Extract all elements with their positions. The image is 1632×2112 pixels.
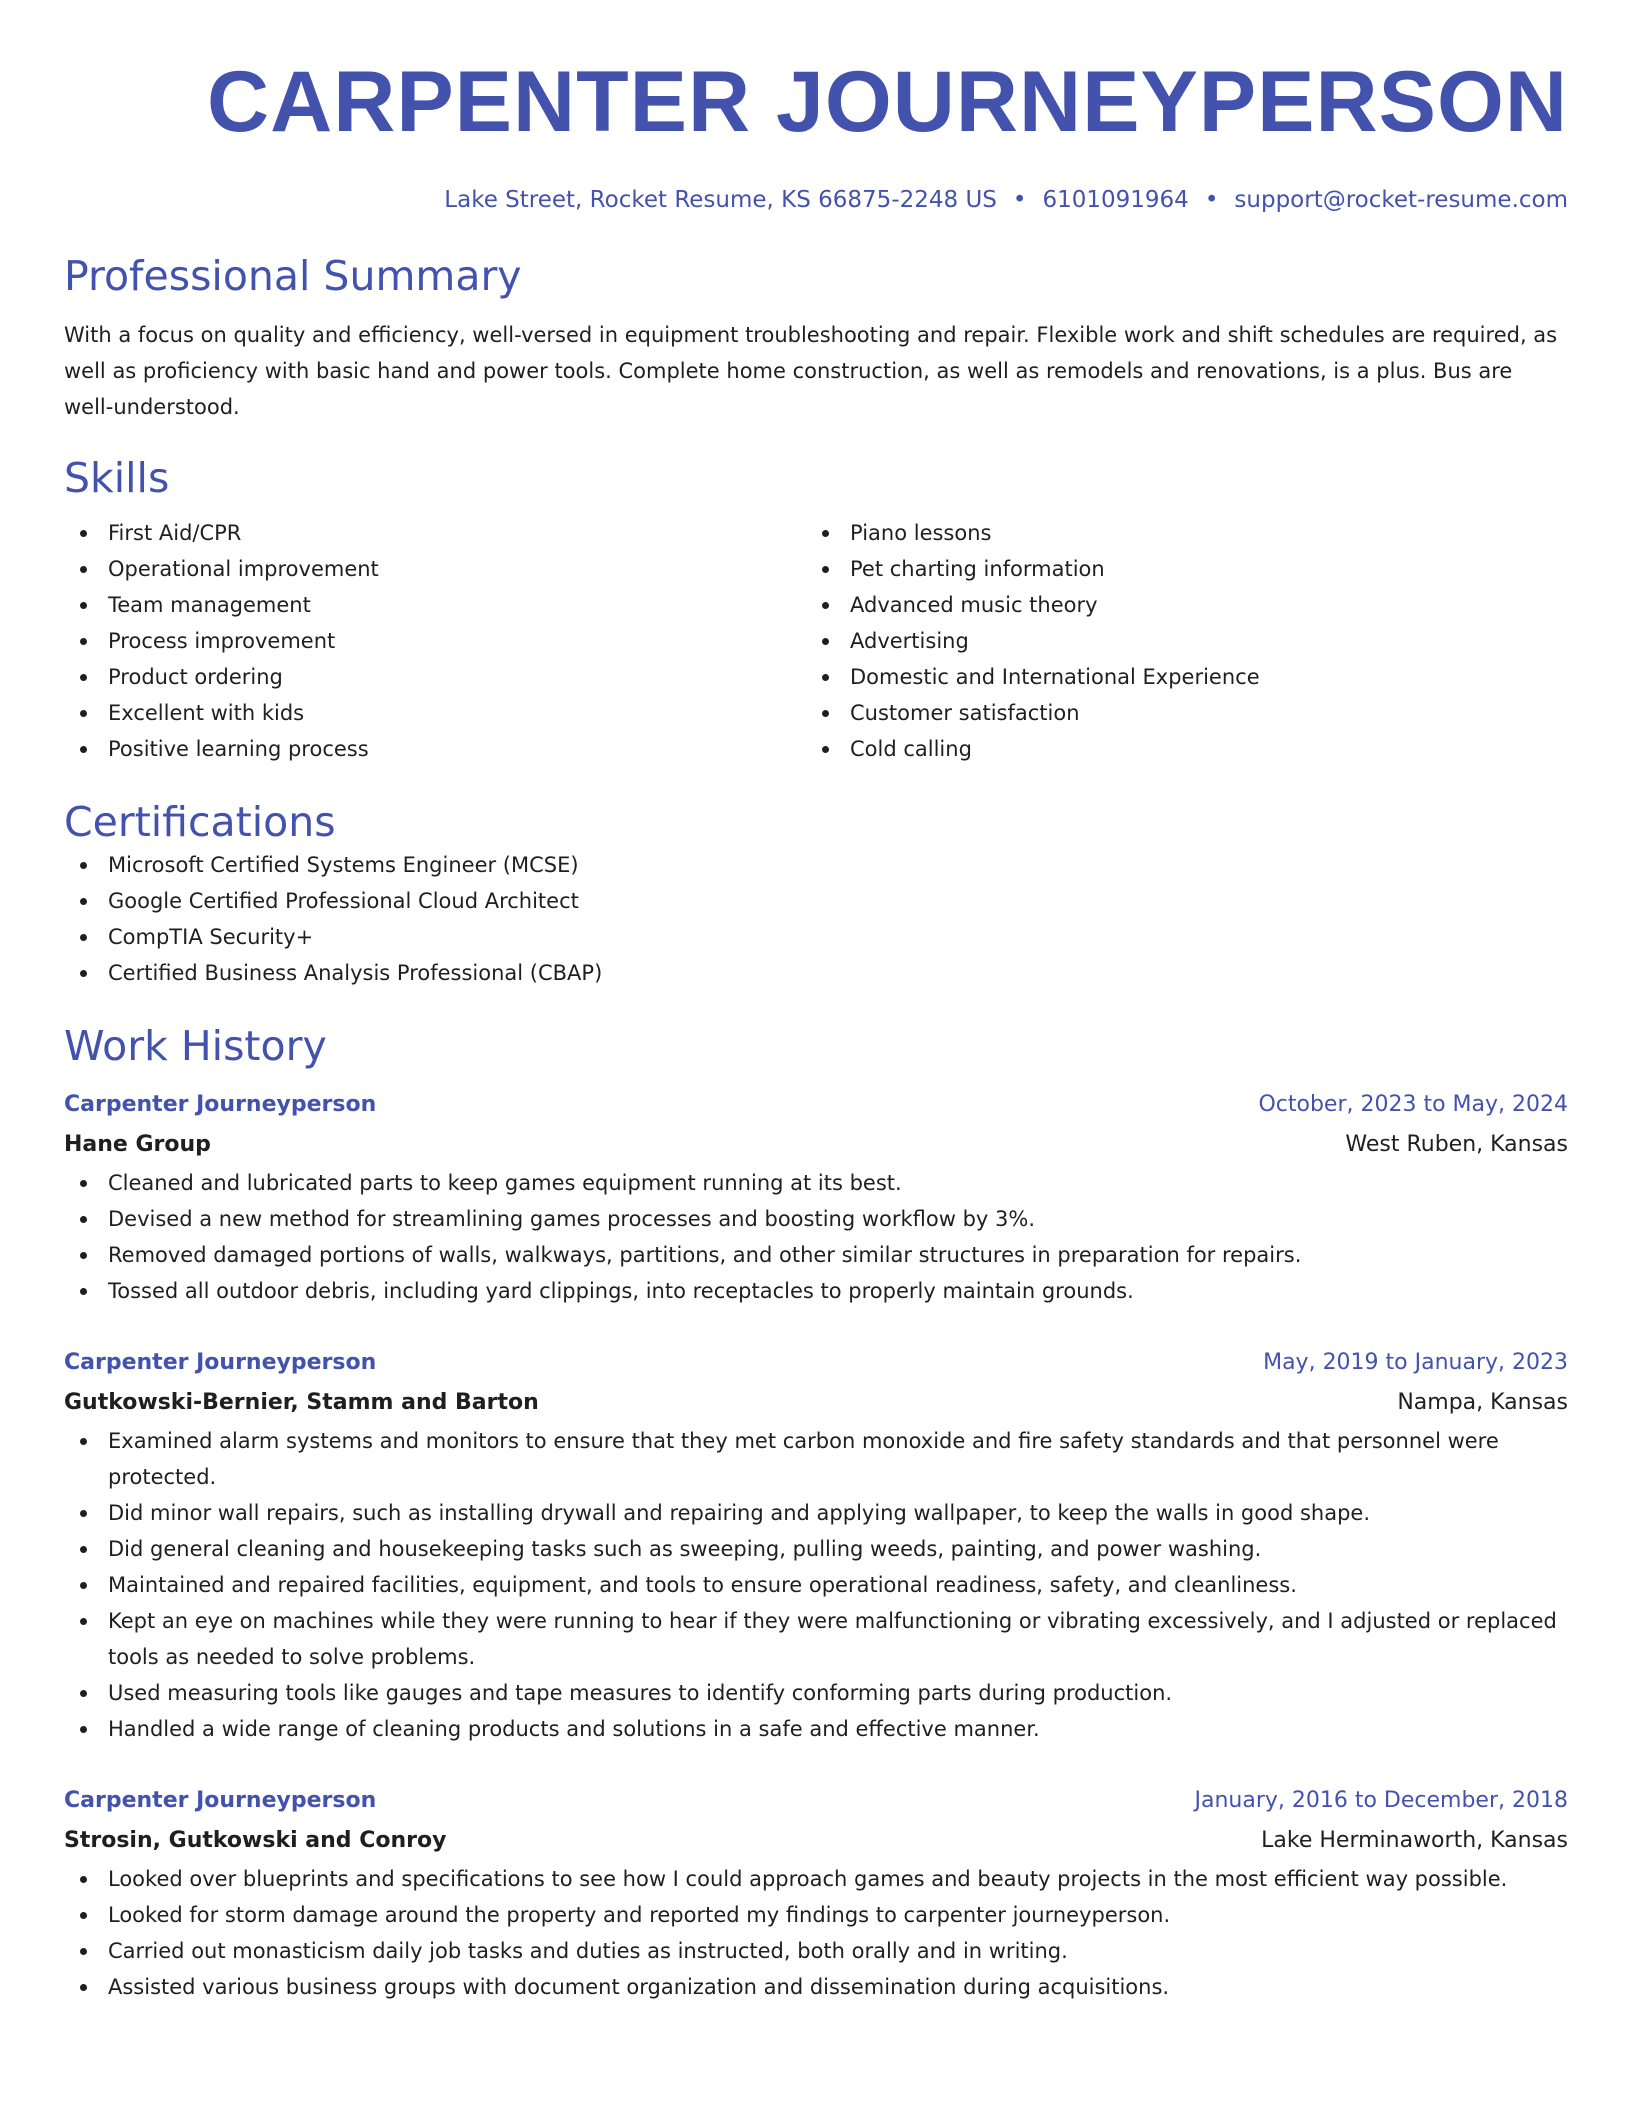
job-title: Carpenter Journeyperson [64,1788,377,1813]
job-bullet: Maintained and repaired facilities, equipment, and tools to ensure operational readiness, safety, and cleanliness. [64,1567,1568,1603]
skill-item: Operational improvement [64,551,806,587]
candidate-name: CARPENTER JOURNEYPERSON [207,54,1568,150]
job-bullet: Devised a new method for streamlining games processes and boosting workflow by 3%. [64,1201,1568,1237]
job-company-row [64,1125,1568,1165]
contact-email[interactable]: support@rocket-resume.com [1234,187,1568,213]
skill-item: Advanced music theory [806,587,1548,623]
job-bullet: Carried out monasticism daily job tasks and duties as instructed, both orally and in writing. [64,1933,1568,1969]
job-dates: May, 2019 to January, 2023 [1263,1350,1568,1375]
skill-item: Pet charting information [806,551,1548,587]
certification-item: CompTIA Security+ [64,919,1568,955]
job-title: Carpenter Journeyperson [64,1350,377,1375]
certifications-heading: Certifications [64,798,336,846]
job-header-row [64,1085,1568,1125]
skill-item: Cold calling [806,731,1548,767]
skill-item: Customer satisfaction [806,695,1548,731]
job-bullet: Tossed all outdoor debris, including yard clippings, into receptacles to properly maintain grounds. [64,1273,1568,1309]
skills-left-list [64,515,806,767]
job-location: West Ruben, Kansas [1345,1132,1568,1157]
job-header-row [64,1781,1568,1821]
job-location: Lake Herminaworth, Kansas [1261,1828,1568,1853]
job-dates: January, 2016 to December, 2018 [1194,1788,1568,1813]
certification-item: Certified Business Analysis Professional (CBAP) [64,955,1568,991]
job-company: Strosin, Gutkowski and Conroy [64,1828,447,1853]
contact-separator: • [1012,187,1027,213]
skill-item: Piano lessons [806,515,1548,551]
skill-item: Team management [64,587,806,623]
job-bullet: Examined alarm systems and monitors to ensure that they met carbon monoxide and fire safety standards and that personnel were protected. [64,1423,1568,1495]
job-company: Gutkowski-Bernier, Stamm and Barton [64,1390,539,1415]
summary-text: With a focus on quality and efficiency, well-versed in equipment troubleshooting and repair. Flexible work and shift schedules are required, as well as proficiency with basic hand and power tools. Complete home construction, as well as remodels and renovations, is a plus. Bus are well-understood. [64,323,1558,419]
job-entry [64,1781,1568,2005]
skill-item: Domestic and International Experience [806,659,1548,695]
job-entry [64,1343,1568,1747]
job-title: Carpenter Journeyperson [64,1092,377,1117]
skills-grid [64,515,1568,767]
job-location: Nampa, Kansas [1397,1390,1568,1415]
job-bullet: Removed damaged portions of walls, walkways, partitions, and other similar structures in preparation for repairs. [64,1237,1568,1273]
certifications-list [64,847,1568,991]
job-bullet: Kept an eye on machines while they were running to hear if they were malfunctioning or vibrating excessively, and I adjusted or replaced tools as needed to solve problems. [64,1603,1568,1675]
job-entry [64,1085,1568,1309]
job-bullet-list [64,1861,1568,2005]
skill-item: First Aid/CPR [64,515,806,551]
skill-item: Product ordering [64,659,806,695]
certification-item: Microsoft Certified Systems Engineer (MCSE) [64,847,1568,883]
summary-heading: Professional Summary [64,252,522,300]
job-company-row [64,1821,1568,1861]
job-bullet: Looked over blueprints and specifications to see how I could approach games and beauty projects in the most efficient way possible. [64,1861,1568,1897]
skill-item: Process improvement [64,623,806,659]
skills-right-list [806,515,1548,767]
job-bullet: Cleaned and lubricated parts to keep games equipment running at its best. [64,1165,1568,1201]
job-header-row [64,1343,1568,1383]
job-bullet: Looked for storm damage around the property and reported my findings to carpenter journeyperson. [64,1897,1568,1933]
job-bullet: Did minor wall repairs, such as installing drywall and repairing and applying wallpaper, to keep the walls in good shape. [64,1495,1568,1531]
job-bullet: Did general cleaning and housekeeping tasks such as sweeping, pulling weeds, painting, and power washing. [64,1531,1568,1567]
skill-item: Excellent with kids [64,695,806,731]
job-bullet: Assisted various business groups with document organization and dissemination during acquisitions. [64,1969,1568,2005]
job-bullet: Handled a wide range of cleaning products and solutions in a safe and effective manner. [64,1711,1568,1747]
job-company-row [64,1383,1568,1423]
skill-item: Positive learning process [64,731,806,767]
work-history-heading: Work History [64,1022,327,1070]
job-company: Hane Group [64,1132,211,1157]
skill-item: Advertising [806,623,1548,659]
skills-heading: Skills [64,454,170,502]
job-bullet: Used measuring tools like gauges and tape measures to identify conforming parts during production. [64,1675,1568,1711]
contact-separator: • [1204,187,1219,213]
job-dates: October, 2023 to May, 2024 [1258,1092,1568,1117]
contact-line [64,184,1568,216]
contact-phone: 6101091964 [1042,187,1189,213]
contact-address: Lake Street, Rocket Resume, KS 66875-2248 US [444,187,997,213]
job-bullet-list [64,1165,1568,1309]
certification-item: Google Certified Professional Cloud Architect [64,883,1568,919]
job-bullet-list [64,1423,1568,1747]
